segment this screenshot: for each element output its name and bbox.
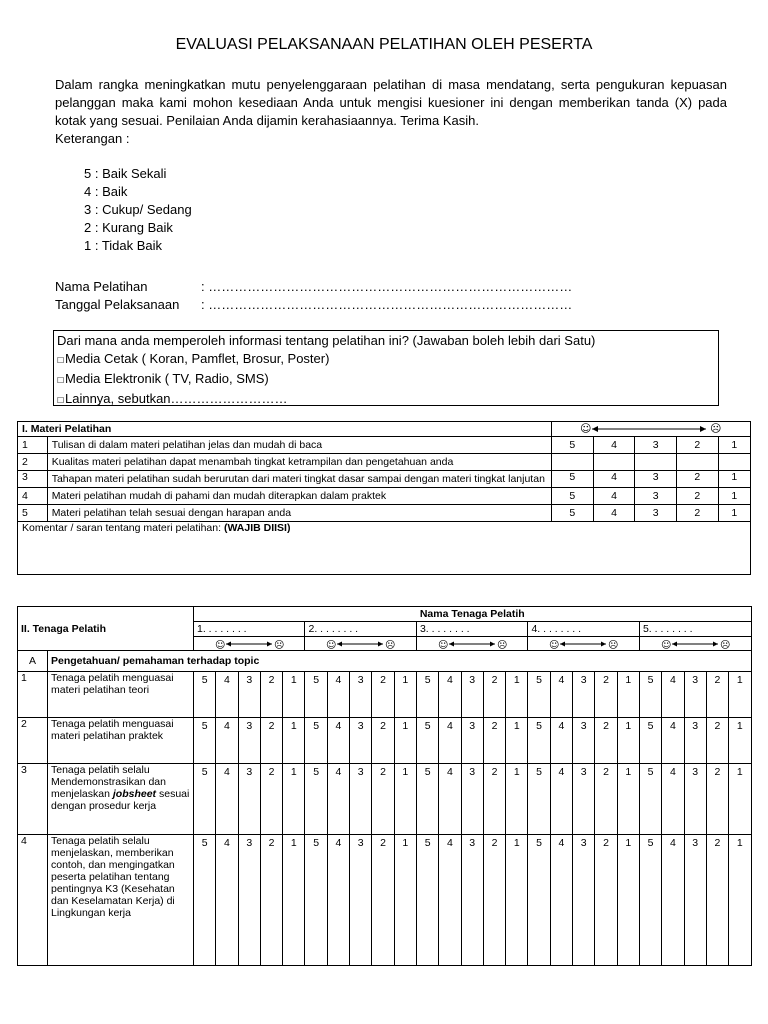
tenaga-pelatih-table — [17, 606, 752, 966]
legend-item: 4 : Baik — [84, 184, 128, 199]
score-5[interactable]: 5 — [416, 672, 438, 718]
score-1[interactable]: 1 — [718, 437, 750, 454]
score-3[interactable]: 3 — [573, 672, 595, 718]
row-text: Materi pelatihan telah sesuai dengan harapan anda — [47, 505, 551, 522]
score-1[interactable]: 1 — [283, 718, 305, 764]
row-text: Tenaga pelatih menguasai materi pelatihan praktek — [48, 718, 194, 764]
score-4[interactable]: 4 — [216, 718, 238, 764]
arrow-right-icon — [601, 641, 606, 646]
table-row — [18, 672, 752, 718]
trainer-name-field[interactable]: 4. . . . . . . . — [528, 622, 639, 637]
trainer-name-field[interactable]: 3. . . . . . . . — [416, 622, 527, 637]
score-2[interactable]: 2 — [706, 764, 728, 835]
info-source-question: Dari mana anda memperoleh informasi tentang pelatihan ini? (Jawaban boleh lebih dari Satu) — [57, 333, 596, 348]
tanggal-label: Tanggal Pelaksanaan — [55, 297, 180, 312]
row-number: 1 — [18, 672, 48, 718]
table-row — [18, 718, 752, 764]
score-1[interactable]: 1 — [283, 764, 305, 835]
score-5[interactable]: 5 — [551, 471, 593, 488]
score-1[interactable]: 1 — [718, 505, 750, 522]
score-4[interactable]: 4 — [439, 672, 461, 718]
smile-icon: ☺ — [437, 639, 449, 650]
row-number: 2 — [18, 454, 48, 471]
trainer-name-field[interactable]: 2. . . . . . . . — [305, 622, 416, 637]
score-3[interactable]: 3 — [684, 764, 706, 835]
score-1[interactable]: 1 — [617, 764, 639, 835]
score-2[interactable]: 2 — [483, 718, 505, 764]
score-4[interactable]: 4 — [550, 672, 572, 718]
score-3[interactable]: 3 — [684, 672, 706, 718]
score-5[interactable]: 5 — [528, 835, 550, 966]
row-number: 3 — [18, 471, 48, 488]
rating-legend — [84, 165, 192, 255]
score-1[interactable]: 1 — [729, 835, 751, 966]
row-text: Kualitas materi pelatihan dapat menambah tingkat ketrampilan dan pengetahuan anda — [47, 454, 551, 471]
frown-icon: ☹ — [274, 639, 285, 650]
row-number: 4 — [18, 835, 48, 966]
score-1[interactable]: 1 — [617, 672, 639, 718]
table-row — [18, 764, 752, 835]
score-2[interactable]: 2 — [372, 718, 394, 764]
legend-item: 1 : Tidak Baik — [84, 238, 163, 253]
score-4[interactable]: 4 — [216, 835, 238, 966]
arrow-right-icon — [267, 641, 272, 646]
table-row — [18, 471, 751, 488]
table-row — [18, 505, 751, 522]
score-2[interactable]: 2 — [260, 835, 282, 966]
score-5[interactable]: 5 — [305, 718, 327, 764]
score-5[interactable]: 5 — [639, 835, 661, 966]
score-2[interactable]: 2 — [706, 718, 728, 764]
score-5[interactable]: 5 — [305, 835, 327, 966]
score-2[interactable]: 2 — [706, 672, 728, 718]
score-5[interactable]: 5 — [551, 505, 593, 522]
score-2[interactable]: 2 — [372, 835, 394, 966]
section1-header: I. Materi Pelatihan — [18, 422, 552, 437]
info-source-box — [53, 330, 719, 406]
score-1[interactable]: 1 — [729, 672, 751, 718]
arrow-right-icon — [700, 426, 706, 432]
row-text: Tenaga pelatih selalu Mendemonstrasikan dan menjelaskan jobsheet sesuai dengan prosedur kerja — [48, 764, 194, 835]
score-2[interactable]: 2 — [595, 718, 617, 764]
score-3[interactable]: 3 — [635, 505, 677, 522]
score-3[interactable]: 3 — [684, 718, 706, 764]
rating-scale-arrow — [528, 637, 639, 651]
score-4[interactable]: 4 — [550, 835, 572, 966]
score-4[interactable]: 4 — [662, 672, 684, 718]
score-3[interactable]: 3 — [573, 764, 595, 835]
rating-scale-arrow — [305, 637, 416, 651]
info-source-option[interactable]: ☐Media Cetak ( Koran, Pamflet, Brosur, Poster) — [57, 350, 718, 370]
comment-field[interactable] — [18, 522, 751, 575]
frown-icon: ☹ — [719, 639, 731, 650]
score-3[interactable]: 3 — [350, 835, 372, 966]
info-source-option[interactable]: ☐Media Elektronik ( TV, Radio, SMS) — [57, 370, 718, 390]
arrow-left-icon — [592, 426, 598, 432]
score-1[interactable]: 1 — [394, 718, 416, 764]
score-2[interactable]: 2 — [677, 488, 719, 505]
score-3[interactable]: 3 — [461, 835, 483, 966]
score-1[interactable]: 1 — [617, 835, 639, 966]
rating-scale-arrow — [556, 422, 746, 436]
keterangan-label: Keterangan : — [55, 131, 130, 146]
score-5[interactable]: 5 — [639, 764, 661, 835]
score-4[interactable]: 4 — [439, 718, 461, 764]
score-5[interactable]: 5 — [528, 764, 550, 835]
score-5[interactable]: 5 — [416, 835, 438, 966]
score-2[interactable]: 2 — [483, 764, 505, 835]
score-3[interactable]: 3 — [573, 718, 595, 764]
score-3[interactable]: 3 — [573, 835, 595, 966]
arrow-right-icon — [713, 641, 718, 646]
tanggal-field[interactable]: : ………………………………………………………………………… — [201, 297, 573, 312]
row-text: Tulisan di dalam materi pelatihan jelas dan mudah di baca — [47, 437, 551, 454]
score-2[interactable]: 2 — [260, 672, 282, 718]
row-number: 2 — [18, 718, 48, 764]
score-3[interactable]: 3 — [238, 835, 260, 966]
score-1[interactable]: 1 — [729, 764, 751, 835]
trainer-name-field[interactable]: 1. . . . . . . . — [194, 622, 305, 637]
score-3[interactable]: 3 — [238, 764, 260, 835]
score-1[interactable]: 1 — [394, 764, 416, 835]
arrow-right-icon — [378, 641, 383, 646]
score-2[interactable]: 2 — [595, 835, 617, 966]
row-number: 1 — [18, 437, 48, 454]
table-row — [18, 437, 751, 454]
row-number: 4 — [18, 488, 48, 505]
frown-icon: ☹ — [385, 639, 396, 650]
checkbox-icon[interactable]: ☐ — [57, 356, 65, 365]
score-3[interactable]: 3 — [635, 437, 677, 454]
score-2[interactable]: 2 — [372, 672, 394, 718]
score-4[interactable]: 4 — [439, 764, 461, 835]
smile-icon: ☺ — [549, 639, 560, 650]
rating-scale-arrow — [639, 637, 751, 651]
score-4[interactable]: 4 — [550, 764, 572, 835]
score-3[interactable]: 3 — [635, 471, 677, 488]
score-2[interactable]: 2 — [595, 672, 617, 718]
legend-item: 2 : Kurang Baik — [84, 220, 173, 235]
score-2[interactable] — [677, 454, 719, 471]
score-4[interactable]: 4 — [593, 488, 635, 505]
score-5[interactable]: 5 — [639, 718, 661, 764]
row-text: Tenaga pelatih menguasai materi pelatihan teori — [48, 672, 194, 718]
row-text: Materi pelatihan mudah di pahami dan mudah diterapkan dalam praktek — [47, 488, 551, 505]
score-5[interactable]: 5 — [551, 488, 593, 505]
arrow-left-icon — [560, 641, 565, 646]
score-2[interactable]: 2 — [260, 718, 282, 764]
page-title: EVALUASI PELAKSANAAN PELATIHAN OLEH PESERTA — [175, 36, 593, 53]
score-3[interactable] — [635, 454, 677, 471]
score-3[interactable]: 3 — [350, 718, 372, 764]
score-5[interactable]: 5 — [416, 764, 438, 835]
score-2[interactable]: 2 — [595, 764, 617, 835]
score-1[interactable]: 1 — [729, 718, 751, 764]
nama-pelatihan-field[interactable]: : ………………………………………………………………………… — [201, 279, 573, 294]
score-5[interactable]: 5 — [528, 672, 550, 718]
score-1[interactable] — [718, 454, 750, 471]
trainer-name-field[interactable]: 5. . . . . . . . — [639, 622, 751, 637]
smile-icon: ☺ — [579, 422, 592, 435]
score-3[interactable]: 3 — [350, 672, 372, 718]
arrow-right-icon — [490, 641, 495, 646]
score-2[interactable]: 2 — [677, 471, 719, 488]
score-3[interactable]: 3 — [461, 672, 483, 718]
score-1[interactable]: 1 — [394, 672, 416, 718]
score-1[interactable]: 1 — [283, 672, 305, 718]
table-row — [18, 835, 752, 966]
score-4[interactable]: 4 — [327, 835, 349, 966]
score-1[interactable]: 1 — [718, 471, 750, 488]
comment-label: Komentar / saran tentang materi pelatihan: — [22, 522, 224, 534]
nama-pelatihan-row — [55, 279, 572, 294]
frown-icon: ☹ — [608, 639, 619, 650]
score-3[interactable]: 3 — [461, 718, 483, 764]
score-2[interactable]: 2 — [706, 835, 728, 966]
score-1[interactable]: 1 — [718, 488, 750, 505]
score-3[interactable]: 3 — [635, 488, 677, 505]
score-4[interactable]: 4 — [216, 672, 238, 718]
intro-text: Dalam rangka meningkatkan mutu penyelenggaraan pelatihan di masa mendatang, serta pengukuran kepuasan pelanggan maka kami mohon kesediaan Anda untuk mengisi kuesioner ini dengan memberikan tanda (X) pada kotak yang sesuai. Penilaian Anda dijamin kerahasiaannya. Terima Kasih. — [55, 77, 727, 128]
score-3[interactable]: 3 — [350, 764, 372, 835]
row-number: 3 — [18, 764, 48, 835]
score-1[interactable]: 1 — [617, 718, 639, 764]
legend-item: 5 : Baik Sekali — [84, 166, 167, 181]
score-5[interactable]: 5 — [305, 672, 327, 718]
smile-icon: ☺ — [660, 639, 672, 650]
score-4[interactable]: 4 — [593, 471, 635, 488]
score-5[interactable]: 5 — [551, 437, 593, 454]
score-5[interactable]: 5 — [194, 718, 216, 764]
score-4[interactable]: 4 — [439, 835, 461, 966]
score-2[interactable]: 2 — [260, 764, 282, 835]
frown-icon: ☹ — [709, 422, 722, 435]
score-3[interactable]: 3 — [461, 764, 483, 835]
checkbox-icon[interactable]: ☐ — [57, 396, 65, 405]
score-4[interactable]: 4 — [662, 835, 684, 966]
score-4[interactable]: 4 — [662, 764, 684, 835]
score-4[interactable] — [593, 454, 635, 471]
score-1[interactable]: 1 — [506, 672, 528, 718]
score-4[interactable]: 4 — [327, 718, 349, 764]
score-1[interactable]: 1 — [283, 835, 305, 966]
score-5[interactable]: 5 — [194, 835, 216, 966]
table-row — [18, 488, 751, 505]
info-source-option[interactable]: ☐Lainnya, sebutkan……………………… — [57, 390, 718, 410]
intro-paragraph — [55, 76, 727, 148]
score-3[interactable]: 3 — [684, 835, 706, 966]
score-3[interactable]: 3 — [238, 718, 260, 764]
score-4[interactable]: 4 — [327, 672, 349, 718]
checkbox-icon[interactable]: ☐ — [57, 376, 65, 385]
subsection-label: A — [18, 651, 48, 672]
score-5[interactable]: 5 — [416, 718, 438, 764]
score-2[interactable]: 2 — [483, 835, 505, 966]
score-1[interactable]: 1 — [506, 718, 528, 764]
score-1[interactable]: 1 — [506, 835, 528, 966]
score-2[interactable]: 2 — [372, 764, 394, 835]
nama-tenaga-pelatih-header: Nama Tenaga Pelatih — [194, 607, 752, 622]
row-text: Tahapan materi pelatihan sudah berurutan dari materi tingkat dasar sampai dengan materi tingkat lanjutan — [47, 471, 551, 488]
score-5[interactable] — [551, 454, 593, 471]
arrow-left-icon — [449, 641, 454, 646]
score-4[interactable]: 4 — [327, 764, 349, 835]
arrow-left-icon — [226, 641, 231, 646]
score-5[interactable]: 5 — [194, 764, 216, 835]
rating-scale-header — [551, 422, 750, 437]
score-4[interactable]: 4 — [550, 718, 572, 764]
rating-scale-arrow — [194, 637, 305, 651]
nama-pelatihan-label: Nama Pelatihan — [55, 279, 148, 294]
score-5[interactable]: 5 — [639, 672, 661, 718]
score-4[interactable]: 4 — [216, 764, 238, 835]
score-4[interactable]: 4 — [593, 505, 635, 522]
arrow-left-icon — [672, 641, 677, 646]
score-2[interactable]: 2 — [677, 437, 719, 454]
rating-scale-arrow — [416, 637, 527, 651]
tanggal-row — [55, 297, 572, 312]
score-1[interactable]: 1 — [394, 835, 416, 966]
score-1[interactable]: 1 — [506, 764, 528, 835]
materi-pelatihan-table — [17, 421, 751, 575]
row-number: 5 — [18, 505, 48, 522]
score-5[interactable]: 5 — [305, 764, 327, 835]
score-2[interactable]: 2 — [677, 505, 719, 522]
score-5[interactable]: 5 — [528, 718, 550, 764]
score-5[interactable]: 5 — [194, 672, 216, 718]
score-2[interactable]: 2 — [483, 672, 505, 718]
subsection-header: Pengetahuan/ pemahaman terhadap topic — [48, 651, 752, 672]
table-row — [18, 454, 751, 471]
score-3[interactable]: 3 — [238, 672, 260, 718]
arrow-left-icon — [337, 641, 342, 646]
frown-icon: ☹ — [496, 639, 508, 650]
score-4[interactable]: 4 — [662, 718, 684, 764]
legend-item: 3 : Cukup/ Sedang — [84, 202, 192, 217]
section2-header: II. Tenaga Pelatih — [18, 607, 194, 651]
smile-icon: ☺ — [215, 639, 226, 650]
row-text: Tenaga pelatih selalu menjelaskan, memberikan contoh, dan mengingatkan peserta pelatihan tentang pentingnya K3 (Kesehatan dan Keselamatan Kerja) di Lingkungan kerja — [48, 835, 194, 966]
comment-required: (WAJIB DIISI) — [223, 522, 291, 534]
score-4[interactable]: 4 — [593, 437, 635, 454]
smile-icon: ☺ — [326, 639, 337, 650]
